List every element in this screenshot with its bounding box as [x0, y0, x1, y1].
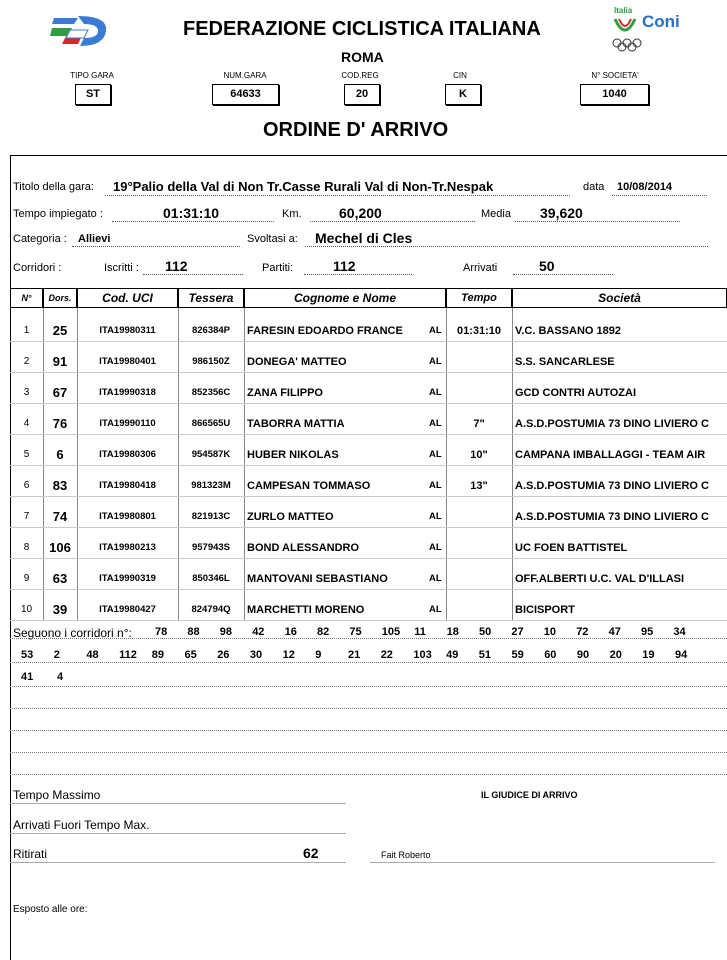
cell-dors: 67 [52, 385, 68, 400]
seguono-number: 12 [282, 649, 295, 661]
seguono-number: 27 [511, 626, 524, 638]
seguono-number: 49 [446, 649, 459, 661]
cell-tessera: 824794Q [191, 604, 231, 615]
seguono-number: 112 [119, 649, 137, 661]
table-row [10, 437, 727, 468]
seguono-number: 2 [53, 649, 60, 661]
tempo-label: Tempo impiegato : [13, 208, 103, 220]
cell-cat: AL [429, 356, 442, 367]
cell-uci: ITA19980401 [99, 356, 156, 367]
cell-n: 6 [23, 480, 30, 491]
table-row [10, 530, 727, 561]
cell-uci: ITA19980213 [99, 542, 156, 553]
cell-cat: AL [429, 511, 442, 522]
table-row [10, 313, 727, 344]
cell-tessera: 981323M [191, 480, 231, 491]
titolo-value: 19°Palio della Val di Non Tr.Casse Rurali Val di Non-Tr.Nespak [113, 179, 494, 194]
seguono-number: 60 [544, 649, 557, 661]
cell-tempo: 13" [470, 480, 488, 492]
coni-logo [612, 6, 692, 56]
cell-dors: 76 [52, 416, 68, 431]
city: ROMA [341, 49, 384, 65]
seguono-number: 34 [673, 626, 686, 638]
col-header-nome: Cognome e Nome [244, 288, 446, 308]
cell-societa: BICISPORT [515, 604, 575, 616]
cell-societa: OFF.ALBERTI U.C. VAL D'ILLASI [515, 573, 685, 585]
code-box-reg: 20 [344, 84, 380, 105]
cell-nome: MANTOVANI SEBASTIANO [247, 573, 388, 585]
cell-uci: ITA19990318 [99, 387, 156, 398]
cell-tessera: 986150Z [192, 356, 230, 367]
olympic-rings-icon [612, 38, 642, 52]
cell-cat: AL [429, 604, 442, 615]
col-header-societa: Società [512, 288, 727, 308]
seguono-number: 30 [249, 649, 263, 661]
table-row [10, 406, 727, 437]
cell-uci: ITA19990110 [99, 418, 156, 429]
seguono-number: 88 [187, 626, 200, 638]
code-box-cin: K [445, 84, 481, 105]
seguono-number: 22 [380, 649, 393, 661]
arrivati-value: 50 [539, 258, 555, 274]
seguono-number: 95 [641, 626, 654, 638]
code-label-tipo: TIPO GARA [70, 71, 114, 80]
tempo-massimo-label: Tempo Massimo [13, 788, 101, 802]
seguono-label: Seguono i corridori n°: [13, 626, 132, 640]
giudice-label: IL GIUDICE DI ARRIVO [481, 790, 578, 800]
km-label: Km. [282, 208, 302, 220]
cell-n: 10 [20, 604, 33, 615]
cell-nome: ZANA FILIPPO [247, 387, 323, 399]
seguono-number: 18 [446, 626, 459, 638]
cell-dors: 83 [52, 478, 68, 493]
code-label-reg: COD.REG [341, 71, 379, 80]
seguono-number: 75 [349, 626, 362, 638]
table-row [10, 561, 727, 592]
cell-uci: ITA19980311 [99, 325, 156, 336]
code-label-cin: CIN [453, 71, 467, 80]
col-header-dors: Dors. [43, 288, 77, 308]
cell-tempo: 10" [470, 449, 488, 461]
seguono-number: 9 [315, 649, 322, 661]
cell-cat: AL [429, 573, 442, 584]
media-label: Media [481, 208, 511, 220]
table-row [10, 375, 727, 406]
seguono-number: 4 [57, 671, 64, 683]
cell-uci: ITA19980306 [99, 449, 156, 460]
table-row [10, 592, 727, 623]
seguono-number: 16 [284, 626, 297, 638]
cell-tessera: 821913C [191, 511, 231, 522]
code-label-num: NUM.GARA [223, 71, 267, 80]
col-header-tessera: Tessera [178, 288, 244, 308]
seguono-number: 105 [381, 626, 401, 638]
coni-italia-text: Italia [614, 6, 633, 15]
seguono-number: 20 [609, 649, 622, 661]
cell-n: 2 [23, 356, 30, 367]
cell-cat: AL [429, 542, 442, 553]
svoltasi-label: Svoltasi a: [247, 233, 298, 245]
data-label: data [583, 181, 605, 193]
cell-dors: 6 [56, 447, 64, 462]
cell-tessera: 850346L [192, 573, 230, 584]
seguono-number: 94 [675, 649, 688, 661]
seguono-number: 26 [217, 649, 230, 661]
cell-societa: V.C. BASSANO 1892 [515, 325, 621, 337]
cell-dors: 39 [52, 602, 68, 617]
ritirati-label: Ritirati [13, 847, 48, 861]
cell-n: 9 [23, 573, 30, 584]
cell-dors: 106 [49, 540, 71, 555]
cell-cat: AL [429, 480, 442, 491]
cell-n: 8 [23, 542, 30, 553]
seguono-number: 47 [608, 626, 621, 638]
seguono-number: 82 [317, 626, 330, 638]
km-value: 60,200 [339, 205, 382, 221]
code-box-num: 64633 [212, 84, 279, 105]
seguono-number: 10 [543, 626, 557, 638]
cell-nome: DONEGA' MATTEO [247, 356, 347, 368]
cell-cat: AL [429, 449, 442, 460]
partiti-label: Partiti: [262, 262, 294, 274]
cell-uci: ITA19980427 [99, 604, 156, 615]
giudice-name: Fait Roberto [381, 850, 431, 860]
seguono-number: 21 [348, 649, 361, 661]
cell-uci: ITA19980801 [99, 511, 156, 522]
cell-dors: 74 [52, 509, 68, 524]
coni-name: Coni [642, 12, 680, 31]
federation-title: FEDERAZIONE CICLISTICA ITALIANA [183, 18, 541, 40]
cell-n: 1 [23, 325, 30, 336]
col-header-tempo: Tempo [446, 288, 512, 308]
cell-cat: AL [429, 418, 442, 429]
titolo-label: Titolo della gara: [13, 181, 94, 193]
cell-dors: 63 [52, 571, 68, 586]
table-row [10, 344, 727, 375]
cell-n: 3 [23, 387, 30, 398]
seguono-number: 72 [576, 626, 589, 638]
seguono-number: 51 [478, 649, 492, 661]
document-title: ORDINE D' ARRIVO [263, 119, 449, 141]
tempo-value: 01:31:10 [163, 205, 220, 221]
categoria-value: Allievi [78, 233, 111, 245]
cell-n: 7 [23, 511, 30, 522]
cell-nome: CAMPESAN TOMMASO [247, 480, 371, 492]
table-row [10, 468, 727, 499]
cell-nome: TABORRA MATTIA [247, 418, 345, 430]
col-header-n: N° [10, 288, 43, 308]
cell-tessera: 954587K [191, 449, 231, 460]
partiti-value: 112 [333, 258, 356, 274]
arrivati-label: Arrivati [463, 262, 498, 274]
cell-uci: ITA19980418 [99, 480, 156, 491]
cell-cat: AL [429, 387, 442, 398]
seguono-number: 89 [151, 649, 165, 661]
cell-societa: A.S.D.POSTUMIA 73 DINO LIVIERO C [515, 511, 709, 523]
cell-societa: CAMPANA IMBALLAGGI - TEAM AIR [515, 449, 706, 461]
esposto-label: Esposto alle ore: [13, 904, 88, 915]
ritirati-value: 62 [303, 845, 319, 861]
cell-societa: UC FOEN BATTISTEL [515, 542, 628, 554]
categoria-label: Categoria : [13, 233, 67, 245]
cell-tessera: 957943S [191, 542, 231, 553]
seguono-number: 53 [21, 649, 34, 661]
cell-tessera: 826384P [191, 325, 231, 336]
code-box-tipo: ST [75, 84, 111, 105]
cell-societa: A.S.D.POSTUMIA 73 DINO LIVIERO C [515, 418, 709, 430]
seguono-number: 50 [479, 626, 492, 638]
fuori-tempo-label: Arrivati Fuori Tempo Max. [13, 818, 150, 832]
cell-nome: MARCHETTI MORENO [247, 604, 365, 616]
seguono-number: 42 [252, 626, 265, 638]
cell-nome: ZURLO MATTEO [247, 511, 334, 523]
cell-nome: HUBER NIKOLAS [247, 449, 339, 461]
seguono-number: 65 [184, 649, 197, 661]
seguono-number: 41 [21, 671, 34, 683]
col-header-uci: Cod. UCI [77, 288, 178, 308]
cell-tempo: 7" [473, 418, 485, 430]
cell-nome: FARESIN EDOARDO FRANCE [247, 325, 403, 337]
cell-tessera: 866565U [191, 418, 231, 429]
seguono-number: 48 [86, 649, 99, 661]
cell-dors: 91 [52, 354, 68, 369]
cell-cat: AL [429, 325, 442, 336]
data-value: 10/08/2014 [617, 181, 673, 193]
cell-tessera: 852356C [191, 387, 231, 398]
svoltasi-value: Mechel di Cles [315, 230, 413, 246]
seguono-number: 103 [413, 649, 432, 661]
iscritti-label: Iscritti : [104, 262, 139, 274]
cell-nome: BOND ALESSANDRO [247, 542, 360, 554]
seguono-number: 11 [414, 626, 426, 638]
media-value: 39,620 [540, 205, 583, 221]
code-label-societa: N° SOCIETA' [591, 71, 639, 80]
seguono-number: 78 [155, 626, 168, 638]
fci-logo [48, 14, 110, 48]
cell-societa: A.S.D.POSTUMIA 73 DINO LIVIERO C [515, 480, 709, 492]
seguono-number: 90 [576, 649, 590, 661]
table-row [10, 499, 727, 530]
cell-dors: 25 [52, 323, 68, 338]
seguono-number: 19 [642, 649, 655, 661]
cell-societa: GCD CONTRI AUTOZAI [515, 387, 636, 399]
seguono-number: 59 [511, 649, 524, 661]
cell-societa: S.S. SANCARLESE [515, 356, 615, 368]
code-box-societa: 1040 [580, 84, 649, 105]
cell-uci: ITA19990319 [99, 573, 156, 584]
cell-n: 5 [23, 449, 30, 460]
corridori-label: Corridori : [13, 262, 62, 274]
cell-tempo: 01:31:10 [456, 325, 502, 337]
iscritti-value: 112 [165, 258, 188, 274]
seguono-number: 98 [219, 626, 233, 638]
cell-n: 4 [23, 418, 30, 429]
